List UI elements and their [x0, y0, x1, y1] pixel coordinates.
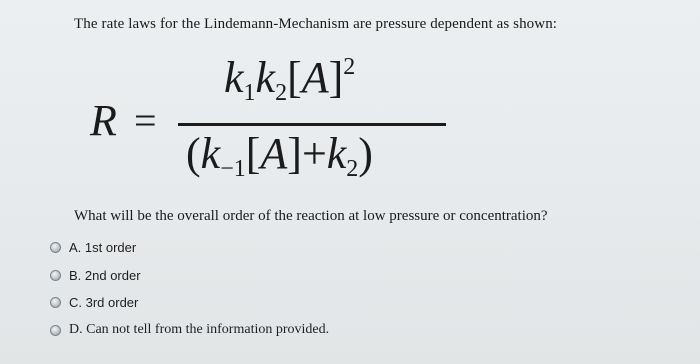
equation-numerator: [224, 53, 356, 106]
open-bracket-den: [: [245, 129, 261, 178]
rate-law-equation: [90, 53, 470, 198]
radio-button-icon[interactable]: [50, 325, 61, 336]
option-d[interactable]: [50, 317, 329, 345]
option-label: B. 2nd order: [69, 267, 141, 283]
intro-text: The rate laws for the Lindemann-Mechanism are pressure dependent as shown:: [74, 16, 558, 32]
open-bracket: [: [287, 53, 302, 102]
plus-sign: +: [301, 129, 327, 178]
k2-subscript-den: 2: [346, 156, 359, 182]
close-bracket-den: ]: [287, 129, 302, 178]
k-minus1-subscript: −1: [220, 156, 246, 182]
close-bracket: ]: [328, 53, 344, 102]
option-a[interactable]: [50, 234, 329, 262]
k1-subscript: 1: [243, 80, 256, 106]
option-label: A. 1st order: [69, 240, 137, 256]
k2-symbol: k: [255, 53, 276, 102]
radio-button-icon[interactable]: [50, 270, 61, 281]
equation-denominator: [186, 129, 373, 182]
k-minus1-symbol: k: [200, 129, 221, 178]
open-paren: (: [186, 129, 201, 178]
option-c[interactable]: [50, 289, 329, 317]
equals-sign: =: [134, 98, 157, 143]
equation-lhs: R: [90, 96, 117, 145]
radio-button-icon[interactable]: [50, 242, 61, 253]
answer-options: [50, 234, 329, 344]
radio-button-icon[interactable]: [50, 297, 61, 308]
k2-subscript: 2: [275, 80, 288, 106]
species-a-den: A: [260, 129, 288, 178]
k1-symbol: k: [224, 53, 244, 102]
k2-symbol-den: k: [326, 129, 347, 178]
option-label: D. Can not tell from the information provided.: [69, 322, 330, 338]
question-text: What will be the overall order of the reaction at low pressure or concentration?: [74, 208, 548, 224]
species-a: A: [301, 53, 329, 102]
close-paren: ): [358, 129, 373, 178]
exponent: 2: [343, 54, 356, 80]
option-label: C. 3rd order: [69, 295, 139, 311]
option-b[interactable]: [50, 262, 329, 290]
fraction-bar: [178, 123, 446, 126]
